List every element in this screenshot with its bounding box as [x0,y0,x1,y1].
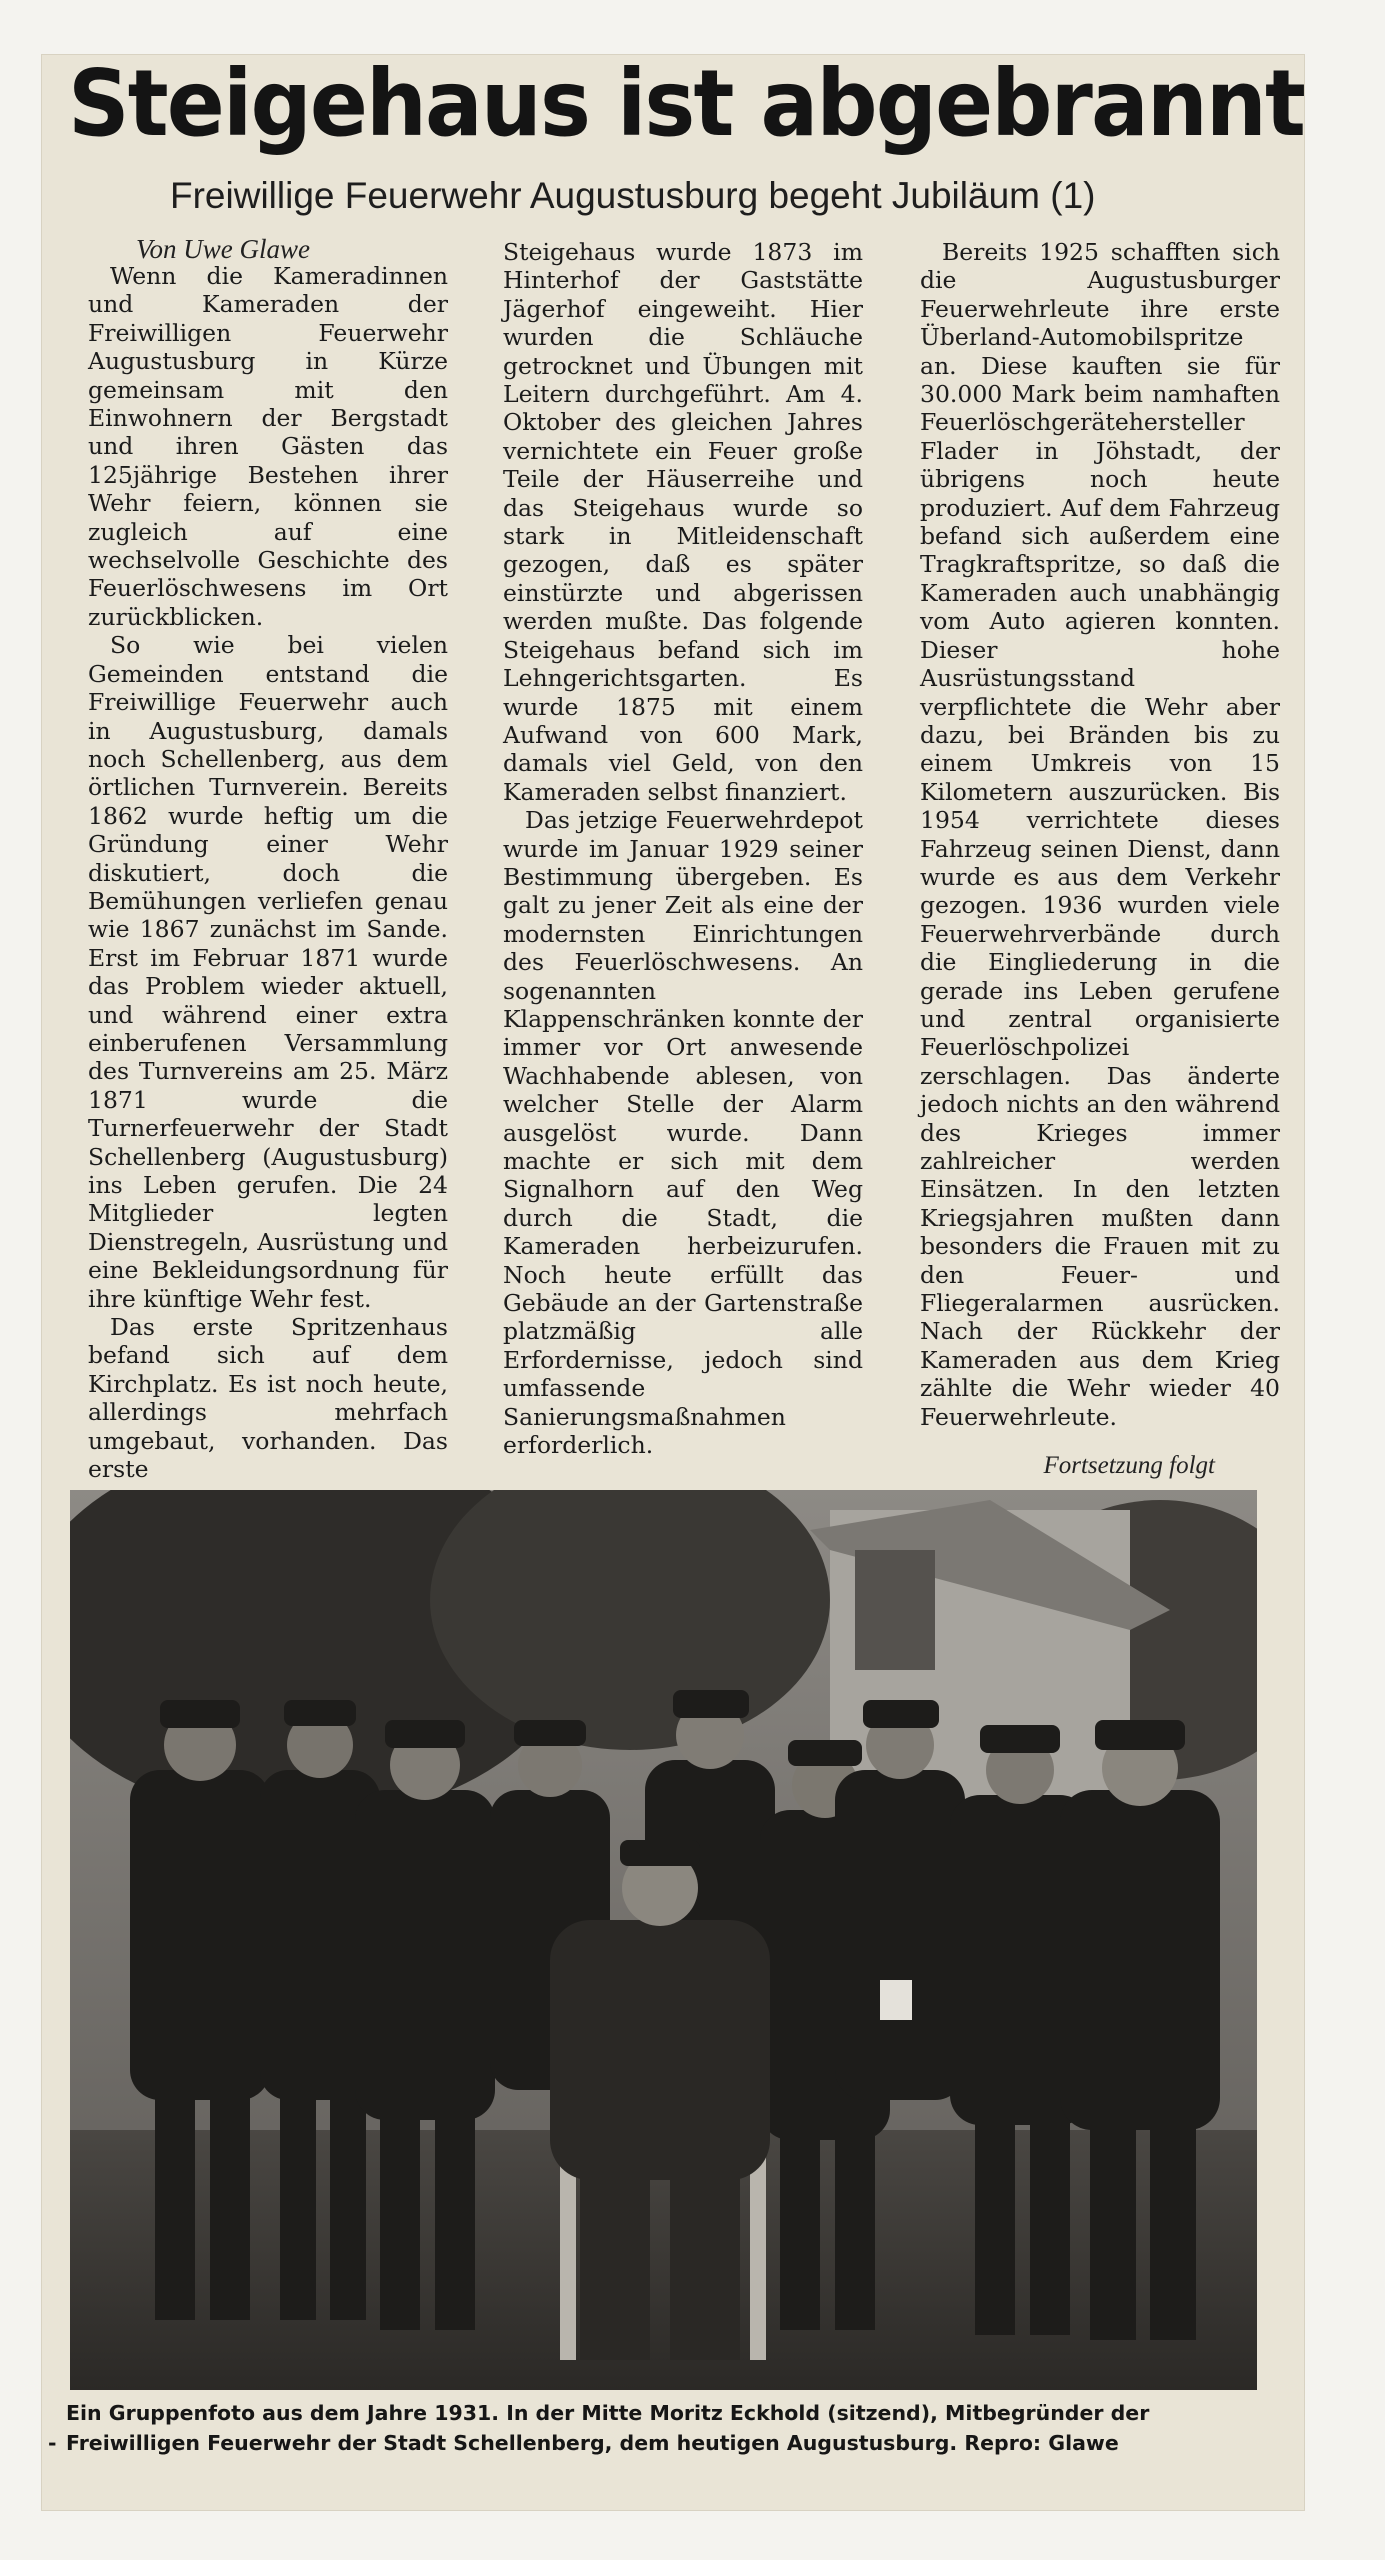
headline: Steigehaus ist abgebrannt [68,50,1305,157]
article-paragraph: Wenn die Kameradinnen und Kameraden der Freiwilligen Feuerwehr Augustusburg in Kürze gemeinsam mit den Einwohnern der Bergstadt und ihren Gästen das 125jährige Bestehen ihrer Wehr feiern, können sie zugleich auf eine wechselvolle Geschichte des Feuerlöschwesens im Ort zurückblicken. [88,262,448,631]
article-paragraph: Das erste Spritzenhaus befand sich auf dem Kirchplatz. Es ist noch heute, allerdings mehrfach umgebaut, vorhanden. Das erste [88,1313,448,1484]
continuation-note: Fortsetzung folgt [1043,1452,1215,1479]
article-column-3 [920,238,1280,1431]
article-paragraph: So wie bei vielen Gemeinden entstand die Freiwillige Feuerwehr auch in Augustusburg, damals noch Schellenberg, aus dem örtlichen Turnverein. Bereits 1862 wurde heftig um die Gründung einer Wehr diskutiert, doch die Bemühungen verliefen genau wie 1867 zunächst im Sande. Erst im Februar 1871 wurde das Problem wieder aktuell, und während einer extra einberufenen Versammlung des Turnvereins am 25. März 1871 wurde die Turnerfeuerwehr der Stadt Schellenberg (Augustusburg) ins Leben gerufen. Die 24 Mitglieder legten Dienstregeln, Ausrüstung und eine Bekleidungsordnung für ihre künftige Wehr fest. [88,631,448,1313]
article-column-2 [503,238,863,1459]
group-photo-image [70,1490,1257,2390]
article-paragraph: Steigehaus wurde 1873 im Hinterhof der Gaststätte Jägerhof eingeweiht. Hier wurden die Schläuche getrocknet und Übungen mit Leitern durchgeführt. Am 4. Oktober des gleichen Jahres vernichtete ein Feuer große Teile der Häuserreihe und das Steigehaus wurde so stark in Mitleidenschaft gezogen, daß es später einstürzte und abgerissen werden mußte. Das folgende Steigehaus befand sich im Lehngerichtsgarten. Es wurde 1875 mit einem Aufwand von 600 Mark, damals viel Geld, von den Kameraden selbst finanziert. [503,238,863,806]
caption-line-2: Freiwilligen Feuerwehr der Stadt Schellenberg, dem heutigen Augustusburg. Repro: Glawe [66,2431,1119,2455]
group-photo [70,1490,1257,2390]
article-paragraph: Bereits 1925 schafften sich die Augustusburger Feuerwehrleute ihre erste Überland-Automobilspritze an. Diese kauften sie für 30.000 Mark beim namhaften Feuerlöschgerätehersteller Flader in Jöhstadt, der übrigens noch heute produziert. Auf dem Fahrzeug befand sich außerdem eine Tragkraftspritze, so daß die Kameraden auch unabhängig vom Auto agieren konnten. Dieser hohe Ausrüstungsstand verpflichtete die Wehr aber dazu, bei Bränden bis zu einem Umkreis von 15 Kilometern auszurücken. Bis 1954 verrichtete dieses Fahrzeug seinen Dienst, dann wurde es aus dem Verkehr gezogen. 1936 wurden viele Feuerwehrverbände durch die Eingliederung in die gerade ins Leben gerufene und zentral organisierte Feuerlöschpolizei zerschlagen. Das änderte jedoch nichts an den während des Krieges immer zahlreicher werden Einsätzen. In den letzten Kriegsjahren mußten dann besonders die Frauen mit zu den Feuer- und Fliegeralarmen ausrücken. Nach der Rückkehr der Kameraden aus dem Krieg zählte die Wehr wieder 40 Feuerwehrleute. [920,238,1280,1431]
byline: Von Uwe Glawe [136,234,310,264]
caption-line-1: Ein Gruppenfoto aus dem Jahre 1931. In der Mitte Moritz Eckhold (sitzend), Mitbegründer der [66,2401,1150,2425]
subheadline: Freiwillige Feuerwehr Augustusburg begeht Jubiläum (1) [170,175,1096,216]
caption-dash: - [48,2431,57,2455]
article-column-1 [88,262,448,1483]
photo-caption [48,2398,1286,2458]
article-paragraph: Das jetzige Feuerwehrdepot wurde im Januar 1929 seiner Bestimmung übergeben. Es galt zu jener Zeit als eine der modernsten Einrichtungen des Feuerlöschwesens. An sogenannten Klappenschränken konnte der immer vor Ort anwesende Wachhabende ablesen, von welcher Stelle der Alarm ausgelöst wurde. Dann machte er sich mit dem Signalhorn auf den Weg durch die Stadt, die Kameraden herbeizurufen. Noch heute erfüllt das Gebäude an der Gartenstraße platzmäßig alle Erfordernisse, jedoch sind umfassende Sanierungsmaßnahmen erforderlich. [503,806,863,1460]
